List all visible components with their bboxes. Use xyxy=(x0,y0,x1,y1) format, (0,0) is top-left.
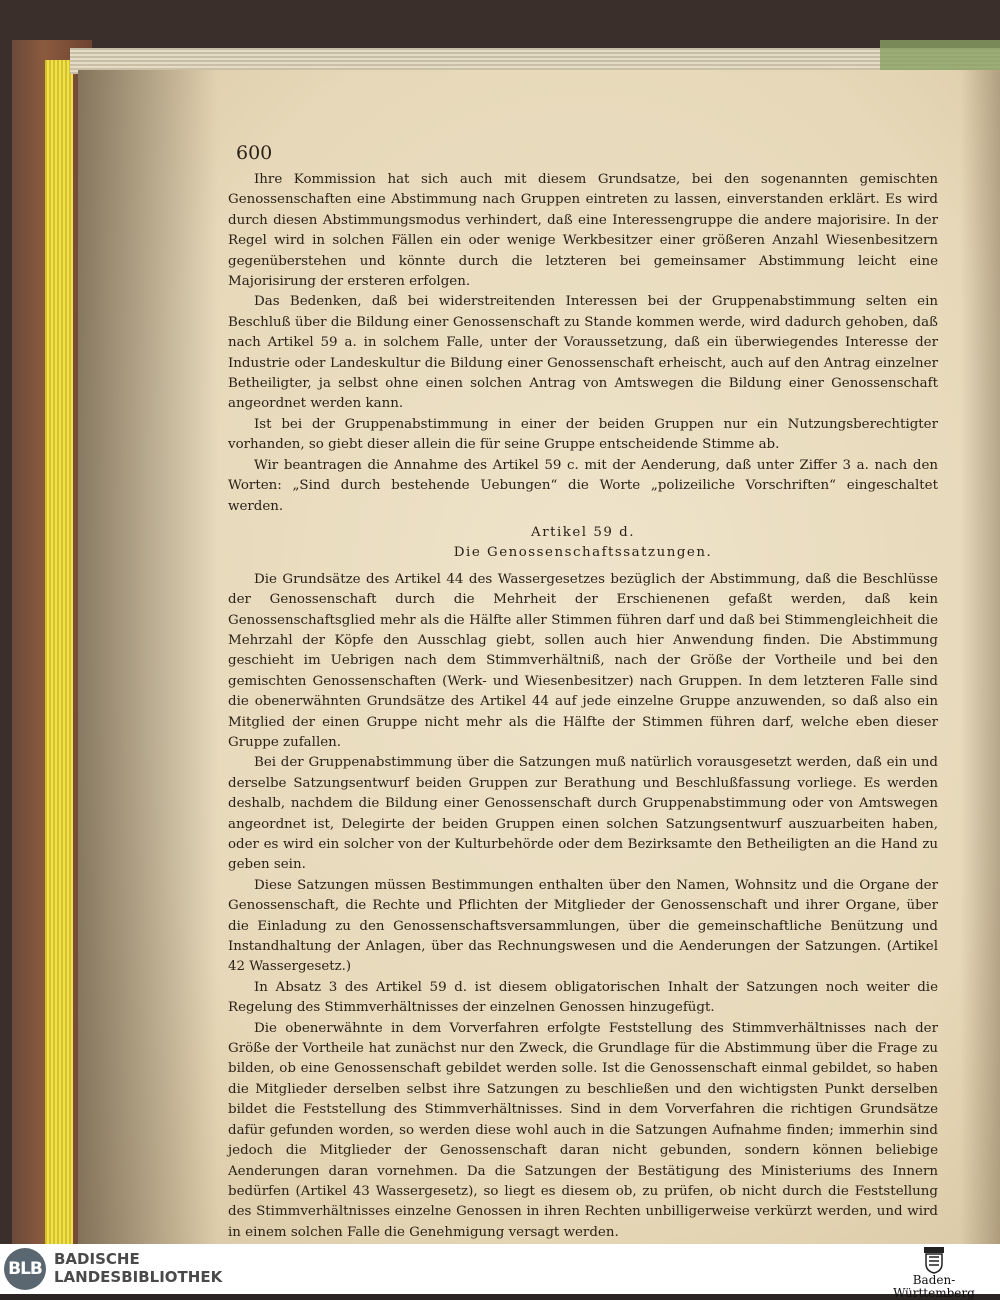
page-text xyxy=(228,170,938,1244)
section-heading: Die Genossenschaftssatzungen. xyxy=(453,545,713,561)
page-edge-shadow xyxy=(960,70,1000,1244)
page-gutter-shadow xyxy=(78,70,218,1244)
paragraph: In Absatz 3 des Artikel 59 d. ist diesem obligatorischen Inhalt der Satzungen noch weiter die Regelung des Stimmverhältnisses der einzelnen Genossen hinzugefügt. xyxy=(228,979,938,1016)
state-logo xyxy=(874,1246,994,1300)
library-name xyxy=(54,1250,222,1286)
page-number: 600 xyxy=(236,142,273,164)
article-heading: Artikel 59 d. xyxy=(531,524,635,540)
paragraph: Ihre Kommission hat sich auch mit diesem Grundsatze, bei den sogenannten gemischten Genossenschaften eine Abstimmung nach Gruppen eintreten zu lassen, einverstanden erklärt. Es wird durch diesen Abstimmungsmodus verhindert, daß eine Interessengruppe die andere majorisire. In der Regel wird in solchen Fällen ein oder wenige Werkbesitzer einer größeren Anzahl Wiesenbesitzern gegenüberstehen und könnte durch die letzteren bei gemeinsamer Abstimmung leicht eine Majorisirung der ersteren erfolgen. xyxy=(228,172,938,290)
book-page xyxy=(78,70,1000,1244)
paragraph: Diese Satzungen müssen Bestimmungen enthalten über den Namen, Wohnsitz und die Organe der Genossenschaft, die Rechte und Pflichten der Mitglieder der Genossenschaft und ihrer Organe, über die Einladung zu den Genossenschaftsversammlungen, über die gemeinschaftliche Benützung und Instandhaltung der Anlagen, über das Rechnungswesen und die Aenderungen der Satzungen. (Artikel 42 Wassergesetz.) xyxy=(228,877,938,975)
footer-bar xyxy=(0,1244,1000,1300)
cover-green-edge xyxy=(880,40,1000,70)
blb-logo-icon: BLB xyxy=(4,1248,46,1290)
paragraph: Wir beantragen die Annahme des Artikel 59 c. mit der Aenderung, daß unter Ziffer 3 a. nach den Worten: „Sind durch bestehende Uebungen“ die Worte „polizeiliche Vorschriften“ eingeschaltet werden. xyxy=(228,457,938,514)
coat-of-arms-icon xyxy=(923,1246,945,1274)
library-name-line2: LANDESBIBLIOTHEK xyxy=(54,1268,223,1286)
library-name-line1: BADISCHE xyxy=(54,1250,140,1268)
paragraph: Das Bedenken, daß bei widerstreitenden Interessen bei der Gruppenabstimmung selten ein Beschluß über die Bildung einer Genossenschaft zu Stande kommen werde, wird dadurch gehoben, daß nach Artikel 59 a. in solchem Falle, unter der Voraussetzung, daß ein überwiegendes Interesse der Industrie oder Landeskultur die Bildung einer Genossenschaft erheischt, auch auf den Antrag einzelner Betheiligter, ja selbst ohne einen solchen Antrag von Amtswegen die Bildung einer Genossenschaft angeordnet werden kann. xyxy=(228,294,938,412)
paragraph: Bei der Gruppenabstimmung über die Satzungen muß natürlich vorausgesetzt werden, daß ein und derselbe Satzungsentwurf beiden Gruppen zur Berathung und Beschlußfassung vorliege. Es werden deshalb, nachdem die Bildung einer Genossenschaft durch Gruppenabstimmung oder von Amtswegen angeordnet ist, Delegirte der beiden Gruppen einen solchen Satzungsentwurf auszuarbeiten haben, oder es wird ein solcher von der Kulturbehörde oder dem Bezirksamte den Betheiligten an die Hand zu geben sein. xyxy=(228,755,938,873)
paragraph: Die obenerwähnte in dem Vorverfahren erfolgte Feststellung des Stimmverhältnisses nach der Größe der Vortheile hat zunächst nur den Zweck, die Grundlage für die Abstimmung über die Frage zu bilden, ob eine Genossenschaft gebildet werden solle. Ist die Genossenschaft einmal gebildet, so haben die Mitglieder derselben selbst ihre Satzungen zu beschließen und den wichtigsten Punkt derselben bildet die Feststellung des Stimmverhältnisses. Sind in dem Vorverfahren die richtigen Grundsätze dafür gefunden worden, so werden diese wohl auch in die Satzungen Aufnahme finden; immerhin sind jedoch die Mitglieder der Genossenschaft daran nicht gebunden, sondern können beliebige Aenderungen daran vornehmen. Da die Satzungen der Bestätigung des Ministeriums des Innern bedürfen (Artikel 43 Wassergesetz), so liegt es diesem ob, zu prüfen, ob nicht durch die Feststellung des Stimmverhältnisses einzelne Genossen in ihren Rechten unbilligerweise verkürzt werden, und wird in einem solchen Falle die Genehmigung versagt werden. xyxy=(228,1020,938,1240)
paragraph: Die Grundsätze des Artikel 44 des Wassergesetzes bezüglich der Abstimmung, daß die Beschlüsse der Genossenschaft durch die Mehrheit der Erschienenen gefaßt werden, daß kein Genossenschaftsglied mehr als die Hälfte aller Stimmen führen darf und daß bei Stimmengleichheit die Mehrzahl der Köpfe den Ausschlag giebt, sollen auch hier Anwendung finden. Die Abstimmung geschieht im Uebrigen nach dem Stimmverhältniß, nach der Größe der Vortheile und bei den gemischten Genossenschaften (Werk- und Wiesenbesitzer) nach Gruppen. In dem letzteren Falle sind die obenerwähnten Grundsätze des Artikel 44 auf jede einzelne Gruppe anzuwenden, so daß also ein Mitglied der einen Gruppe nicht mehr als die Hälfte der Stimmen führen darf, welche eben dieser Gruppe zufallen. xyxy=(228,571,938,750)
paragraph: Ist bei der Gruppenabstimmung in einer der beiden Gruppen nur ein Nutzungsberechtigter vorhanden, so giebt dieser allein die für seine Gruppe entscheidende Stimme ab. xyxy=(228,416,938,453)
state-name: Baden-Württemberg xyxy=(893,1273,975,1300)
gilded-page-edges xyxy=(45,60,73,1244)
